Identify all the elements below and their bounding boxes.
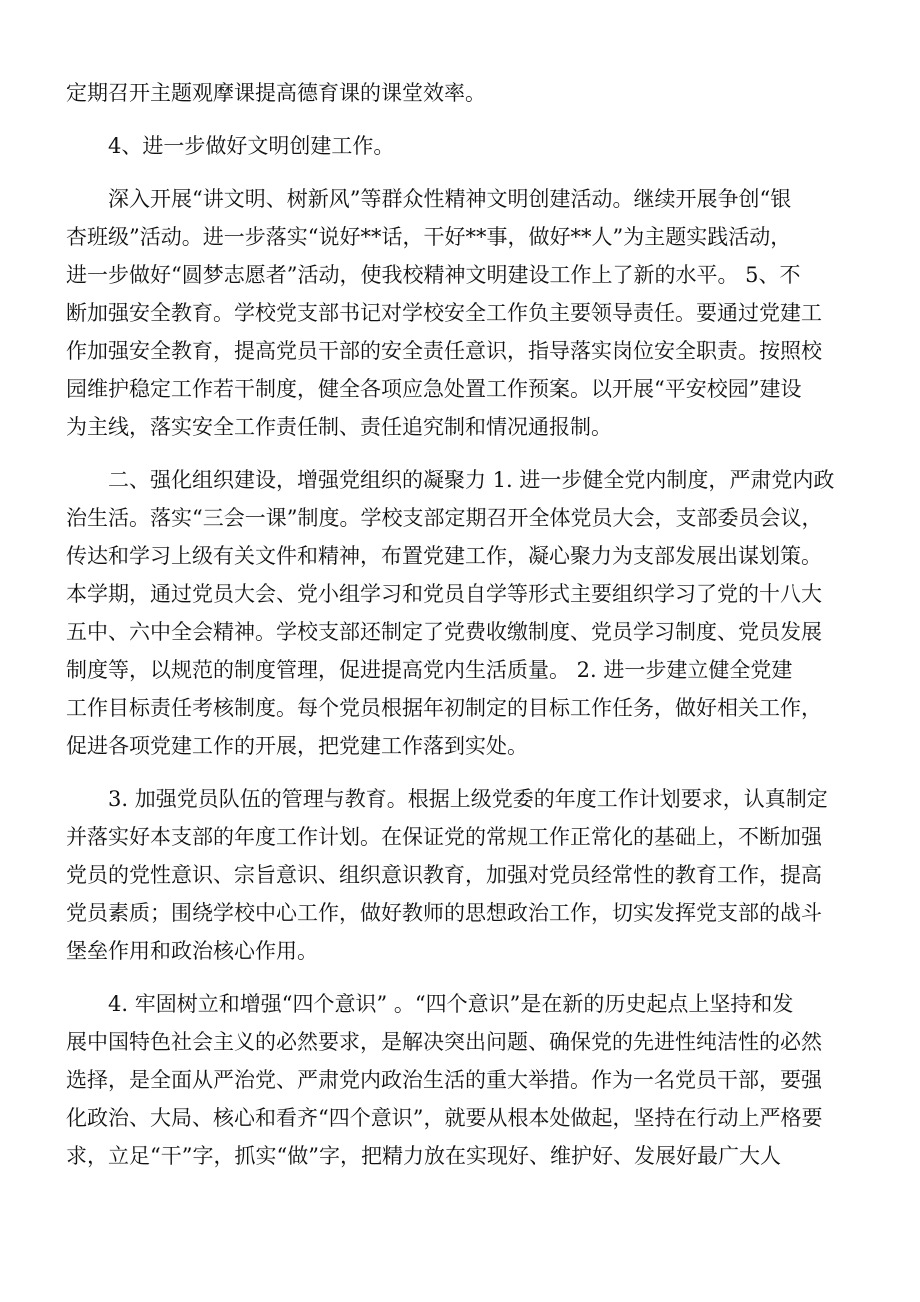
text-line: 为主线，落实安全工作责任制、责任追究制和情况通报制。: [66, 415, 612, 439]
text-line: 选择，是全面从严治党、严肃党内政治生活的重大举措。作为一名党员干部，要强: [66, 1068, 822, 1092]
text-line: 党员素质；围绕学校中心工作，做好教师的思想政治工作，切实发挥党支部的战斗: [66, 901, 822, 925]
text-line: 定期召开主题观摩课提高德育课的课堂效率。: [66, 81, 486, 105]
text-line: 并落实好本支部的年度工作计划。在保证党的常规工作正常化的基础上，不断加强: [66, 825, 822, 849]
text-line: 传达和学习上级有关文件和精神，布置党建工作，凝心聚力为支部发展出谋划策。: [66, 544, 822, 568]
text-line: 治生活。落实“三会一课”制度。学校支部定期召开全体党员大会，支部委员会议，: [66, 506, 823, 530]
text-line: 工作目标责任考核制度。每个党员根据年初制定的目标工作任务，做好相关工作，: [66, 696, 822, 720]
text-line: 4. 牢固树立和增强“四个意识” 。“四个意识”是在新的历史起点上坚持和发: [108, 992, 794, 1016]
document-page: [66, 74, 866, 1175]
text-line: 党员的党性意识、宗旨意识、组织意识教育，加强对党员经常性的教育工作，提高: [66, 863, 822, 887]
text-line: 二、强化组织建设，增强党组织的凝聚力 1. 进一步健全党内制度，严肃党内政: [108, 468, 835, 492]
text-line: 五中、六中全会精神。学校支部还制定了党费收缴制度、党员学习制度、党员发展: [66, 620, 822, 644]
text-line: 化政治、大局、核心和看齐“四个意识”，就要从根本处做起，坚持在行动上严格要: [66, 1106, 823, 1130]
text-line: 堡垒作用和政治核心作用。: [66, 939, 318, 963]
text-line: 园维护稳定工作若干制度，健全各项应急处置工作预案。以开展“平安校园”建设: [66, 377, 802, 401]
text-line: 4、进一步做好文明创建工作。: [108, 134, 395, 158]
text-line: 展中国特色社会主义的必然要求，是解决突出问题、确保党的先进性纯洁性的必然: [66, 1030, 822, 1054]
text-line: 求，立足“干”字，抓实“做”字，把精力放在实现好、维护好、发展好最广大人: [66, 1144, 781, 1168]
text-line: 制度等，以规范的制度管理，促进提高党内生活质量。 2. 进一步建立健全党建: [66, 658, 793, 682]
text-line: 3. 加强党员队伍的管理与教育。根据上级党委的年度工作计划要求，认真制定: [108, 787, 828, 811]
text-line: 深入开展“讲文明、树新风”等群众性精神文明创建活动。继续开展争创“银: [108, 187, 792, 211]
text-line: 断加强安全教育。学校党支部书记对学校安全工作负主要领导责任。要通过党建工: [66, 301, 822, 325]
text-line: 作加强安全教育，提高党员干部的安全责任意识，指导落实岗位安全职责。按照校: [66, 339, 822, 363]
text-line: 杏班级”活动。进一步落实“说好**话，干好**事，做好**人”为主题实践活动，: [66, 225, 792, 249]
text-line: 本学期，通过党员大会、党小组学习和党员自学等形式主要组织学习了党的十八大: [66, 582, 822, 606]
text-line: 促进各项党建工作的开展，把党建工作落到实处。: [66, 734, 528, 758]
text-line: 进一步做好“圆梦志愿者”活动，使我校精神文明建设工作上了新的水平。 5、不: [66, 263, 801, 287]
